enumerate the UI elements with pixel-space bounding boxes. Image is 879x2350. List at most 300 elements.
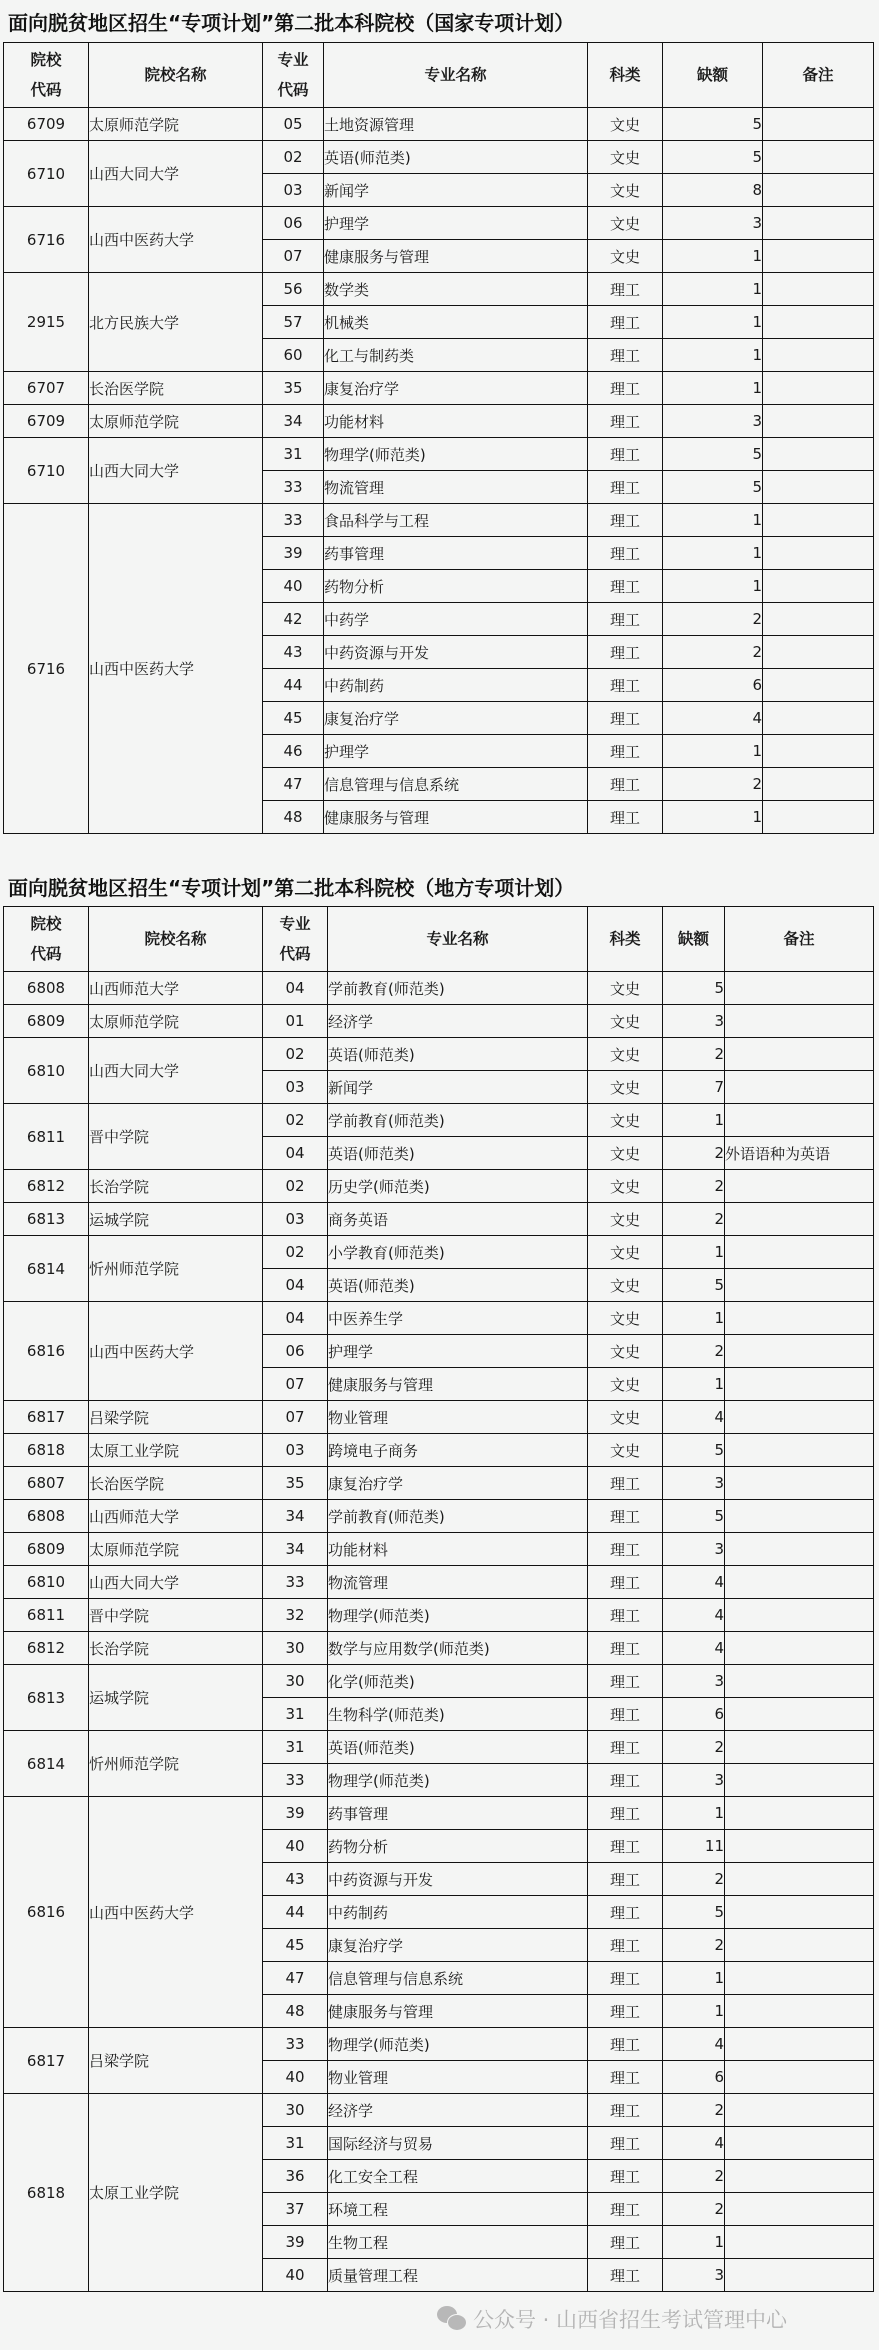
vacancy-cell: 4: [663, 1566, 725, 1599]
major-name-cell: 经济学: [328, 1005, 588, 1038]
major-code-cell: 07: [263, 240, 324, 273]
major-code-cell: 30: [263, 1665, 328, 1698]
table-row: [4, 1236, 874, 1269]
note-cell: [763, 372, 874, 405]
school-code-cell: 6716: [4, 504, 89, 834]
school-code-cell: 6710: [4, 141, 89, 207]
major-code-cell: 04: [263, 1269, 328, 1302]
major-name-cell: 中药学: [324, 603, 588, 636]
vacancy-cell: 6: [663, 1698, 725, 1731]
note-cell: [763, 801, 874, 834]
note-cell: [763, 702, 874, 735]
note-cell: [763, 504, 874, 537]
category-cell: 理工: [588, 504, 663, 537]
school-name-cell: 忻州师范学院: [89, 1731, 263, 1797]
school-code-cell: 6809: [4, 1005, 89, 1038]
major-code-cell: 07: [263, 1401, 328, 1434]
table-row: [4, 141, 874, 174]
category-cell: 理工: [588, 1896, 663, 1929]
category-cell: 理工: [588, 2226, 663, 2259]
major-name-cell: 康复治疗学: [324, 702, 588, 735]
major-code-cell: 39: [263, 2226, 328, 2259]
category-cell: 文史: [588, 1269, 663, 1302]
category-cell: 理工: [588, 1632, 663, 1665]
major-name-cell: 化工安全工程: [328, 2160, 588, 2193]
major-code-cell: 39: [263, 537, 324, 570]
vacancy-cell: 7: [663, 1071, 725, 1104]
vacancy-cell: 2: [663, 2160, 725, 2193]
vacancy-cell: 3: [663, 1533, 725, 1566]
major-name-cell: 化工与制药类: [324, 339, 588, 372]
major-name-cell: 经济学: [328, 2094, 588, 2127]
school-code-cell: 6710: [4, 438, 89, 504]
major-name-cell: 物理学(师范类): [328, 2028, 588, 2061]
table-row: [4, 108, 874, 141]
table-row: [4, 1170, 874, 1203]
watermark-text: 公众号 · 山西省招生考试管理中心: [473, 2308, 788, 2332]
school-name-cell: 山西大同大学: [89, 1038, 263, 1104]
watermark: [437, 2304, 787, 2334]
note-cell: [763, 339, 874, 372]
note-cell: [725, 1731, 874, 1764]
school-name-cell: 忻州师范学院: [89, 1236, 263, 1302]
major-code-cell: 05: [263, 108, 324, 141]
vacancy-cell: 2: [663, 1731, 725, 1764]
school-code-cell: 6816: [4, 1302, 89, 1401]
vacancy-cell: 5: [663, 108, 763, 141]
vacancy-cell: 2: [663, 2193, 725, 2226]
vacancy-cell: 1: [663, 372, 763, 405]
table-row: [4, 972, 874, 1005]
note-cell: [725, 1434, 874, 1467]
note-cell: [763, 537, 874, 570]
header-school-name: 院校名称: [89, 43, 263, 108]
vacancy-cell: 5: [663, 1896, 725, 1929]
vacancy-cell: 2: [663, 1170, 725, 1203]
vacancy-cell: 2: [663, 1929, 725, 1962]
major-name-cell: 信息管理与信息系统: [324, 768, 588, 801]
major-code-cell: 42: [263, 603, 324, 636]
major-code-cell: 04: [263, 972, 328, 1005]
category-cell: 理工: [588, 2094, 663, 2127]
major-name-cell: 中药资源与开发: [328, 1863, 588, 1896]
major-name-cell: 英语(师范类): [324, 141, 588, 174]
category-cell: 理工: [588, 372, 663, 405]
school-code-cell: 6807: [4, 1467, 89, 1500]
note-cell: [725, 1533, 874, 1566]
category-cell: 文史: [588, 1401, 663, 1434]
note-cell: [725, 1269, 874, 1302]
major-code-cell: 44: [263, 669, 324, 702]
vacancy-cell: 2: [663, 1137, 725, 1170]
school-name-cell: 太原师范学院: [89, 108, 263, 141]
vacancy-cell: 1: [663, 570, 763, 603]
category-cell: 理工: [588, 2259, 663, 2292]
header-major-name: 专业名称: [328, 907, 588, 972]
major-code-cell: 34: [263, 1533, 328, 1566]
note-cell: [763, 735, 874, 768]
school-code-cell: 6808: [4, 1500, 89, 1533]
major-code-cell: 33: [263, 504, 324, 537]
vacancy-cell: 1: [663, 801, 763, 834]
vacancy-cell: 4: [663, 1632, 725, 1665]
vacancy-cell: 2: [663, 768, 763, 801]
major-name-cell: 功能材料: [328, 1533, 588, 1566]
table-row: [4, 372, 874, 405]
major-name-cell: 商务英语: [328, 1203, 588, 1236]
vacancy-cell: 3: [663, 2259, 725, 2292]
category-cell: 理工: [588, 273, 663, 306]
major-code-cell: 33: [263, 2028, 328, 2061]
note-cell: [763, 273, 874, 306]
note-cell: [725, 1632, 874, 1665]
major-code-cell: 36: [263, 2160, 328, 2193]
major-code-cell: 40: [263, 2259, 328, 2292]
category-cell: 理工: [588, 405, 663, 438]
vacancy-cell: 4: [663, 1599, 725, 1632]
vacancy-cell: 3: [663, 207, 763, 240]
major-code-cell: 48: [263, 801, 324, 834]
vacancy-cell: 1: [663, 1962, 725, 1995]
major-code-cell: 43: [263, 1863, 328, 1896]
header-vacancy: 缺额: [663, 43, 763, 108]
school-name-cell: 长治学院: [89, 1632, 263, 1665]
note-cell: [763, 636, 874, 669]
major-code-cell: 44: [263, 1896, 328, 1929]
table-row: [4, 2094, 874, 2127]
major-name-cell: 药物分析: [324, 570, 588, 603]
category-cell: 理工: [588, 1830, 663, 1863]
major-code-cell: 45: [263, 1929, 328, 1962]
major-name-cell: 护理学: [328, 1335, 588, 1368]
category-cell: 理工: [588, 1929, 663, 1962]
major-code-cell: 03: [263, 174, 324, 207]
note-cell: [725, 1830, 874, 1863]
major-code-cell: 30: [263, 2094, 328, 2127]
major-name-cell: 健康服务与管理: [324, 801, 588, 834]
note-cell: [763, 306, 874, 339]
major-name-cell: 跨境电子商务: [328, 1434, 588, 1467]
vacancy-cell: 5: [663, 141, 763, 174]
vacancy-cell: 1: [663, 1368, 725, 1401]
major-code-cell: 04: [263, 1302, 328, 1335]
vacancy-cell: 2: [663, 1038, 725, 1071]
vacancy-cell: 1: [663, 504, 763, 537]
major-code-cell: 30: [263, 1632, 328, 1665]
table-row: [4, 1533, 874, 1566]
category-cell: 文史: [588, 1434, 663, 1467]
vacancy-cell: 6: [663, 2061, 725, 2094]
major-name-cell: 康复治疗学: [328, 1467, 588, 1500]
category-cell: 理工: [588, 801, 663, 834]
vacancy-cell: 2: [663, 2094, 725, 2127]
school-code-cell: 6816: [4, 1797, 89, 2028]
vacancy-cell: 1: [663, 1236, 725, 1269]
major-name-cell: 药事管理: [328, 1797, 588, 1830]
school-name-cell: 长治学院: [89, 1170, 263, 1203]
major-code-cell: 47: [263, 1962, 328, 1995]
major-code-cell: 33: [263, 1566, 328, 1599]
major-name-cell: 物理学(师范类): [328, 1764, 588, 1797]
table-row: [4, 1005, 874, 1038]
note-cell: [763, 471, 874, 504]
note-cell: [763, 108, 874, 141]
category-cell: 理工: [588, 669, 663, 702]
note-cell: [725, 1797, 874, 1830]
school-name-cell: 山西中医药大学: [89, 504, 263, 834]
major-code-cell: 02: [263, 1038, 328, 1071]
note-cell: [763, 405, 874, 438]
note-cell: [725, 1698, 874, 1731]
major-name-cell: 英语(师范类): [328, 1137, 588, 1170]
header-major-name: 专业名称: [324, 43, 588, 108]
table-row: [4, 1302, 874, 1335]
note-cell: [725, 1467, 874, 1500]
school-code-cell: 6813: [4, 1203, 89, 1236]
major-code-cell: 48: [263, 1995, 328, 2028]
category-cell: 文史: [588, 1104, 663, 1137]
vacancy-cell: 5: [663, 471, 763, 504]
vacancy-cell: 3: [663, 1467, 725, 1500]
major-name-cell: 英语(师范类): [328, 1269, 588, 1302]
table-row: [4, 1104, 874, 1137]
category-cell: 理工: [588, 306, 663, 339]
vacancy-cell: 1: [663, 735, 763, 768]
major-name-cell: 生物工程: [328, 2226, 588, 2259]
school-name-cell: 山西中医药大学: [89, 1797, 263, 2028]
major-code-cell: 01: [263, 1005, 328, 1038]
table-row: [4, 1599, 874, 1632]
note-cell: [725, 2160, 874, 2193]
major-name-cell: 新闻学: [328, 1071, 588, 1104]
vacancy-cell: 3: [663, 1764, 725, 1797]
school-name-cell: 运城学院: [89, 1665, 263, 1731]
note-cell: [763, 570, 874, 603]
national-plan-table: [3, 42, 874, 834]
vacancy-cell: 2: [663, 1335, 725, 1368]
note-cell: [725, 1764, 874, 1797]
major-code-cell: 32: [263, 1599, 328, 1632]
vacancy-cell: 4: [663, 2127, 725, 2160]
note-cell: [725, 1665, 874, 1698]
school-name-cell: 山西大同大学: [89, 1566, 263, 1599]
major-name-cell: 护理学: [324, 735, 588, 768]
header-school-code: 院校 代码: [4, 907, 89, 972]
note-cell: [725, 2094, 874, 2127]
school-name-cell: 太原师范学院: [89, 1533, 263, 1566]
major-name-cell: 机械类: [324, 306, 588, 339]
category-cell: 理工: [588, 1566, 663, 1599]
major-name-cell: 健康服务与管理: [324, 240, 588, 273]
category-cell: 文史: [588, 1368, 663, 1401]
major-name-cell: 学前教育(师范类): [328, 1500, 588, 1533]
major-name-cell: 中医养生学: [328, 1302, 588, 1335]
category-cell: 理工: [588, 2028, 663, 2061]
major-name-cell: 食品科学与工程: [324, 504, 588, 537]
school-code-cell: 6817: [4, 1401, 89, 1434]
major-name-cell: 历史学(师范类): [328, 1170, 588, 1203]
category-cell: 理工: [588, 735, 663, 768]
vacancy-cell: 3: [663, 1665, 725, 1698]
major-code-cell: 31: [263, 438, 324, 471]
school-name-cell: 晋中学院: [89, 1599, 263, 1632]
major-code-cell: 40: [263, 1830, 328, 1863]
category-cell: 文史: [588, 1038, 663, 1071]
major-code-cell: 47: [263, 768, 324, 801]
category-cell: 文史: [588, 1236, 663, 1269]
table-row: [4, 1401, 874, 1434]
header-note: 备注: [725, 907, 874, 972]
vacancy-cell: 2: [663, 636, 763, 669]
school-name-cell: 太原工业学院: [89, 2094, 263, 2292]
category-cell: 理工: [588, 2193, 663, 2226]
school-code-cell: 6813: [4, 1665, 89, 1731]
local-plan-table: [3, 906, 874, 2292]
vacancy-cell: 1: [663, 273, 763, 306]
category-cell: 理工: [588, 2127, 663, 2160]
table-row: [4, 1434, 874, 1467]
table2-title: 面向脱贫地区招生“专项计划”第二批本科院校（地方专项计划）: [8, 876, 575, 900]
note-cell: [725, 1929, 874, 1962]
note-cell: [725, 1302, 874, 1335]
school-name-cell: 晋中学院: [89, 1104, 263, 1170]
category-cell: 文史: [588, 1071, 663, 1104]
school-name-cell: 长治医学院: [89, 1467, 263, 1500]
note-cell: [725, 1170, 874, 1203]
school-name-cell: 山西师范大学: [89, 1500, 263, 1533]
major-code-cell: 03: [263, 1434, 328, 1467]
major-code-cell: 06: [263, 1335, 328, 1368]
table-header-row: [4, 43, 874, 108]
note-cell: [725, 2226, 874, 2259]
major-code-cell: 02: [263, 1236, 328, 1269]
major-code-cell: 43: [263, 636, 324, 669]
note-cell: 外语语种为英语: [725, 1137, 874, 1170]
major-code-cell: 34: [263, 405, 324, 438]
major-name-cell: 护理学: [324, 207, 588, 240]
vacancy-cell: 2: [663, 1203, 725, 1236]
header-school-name: 院校名称: [89, 907, 263, 972]
school-code-cell: 6709: [4, 405, 89, 438]
category-cell: 理工: [588, 1731, 663, 1764]
vacancy-cell: 3: [663, 405, 763, 438]
school-code-cell: 6811: [4, 1104, 89, 1170]
note-cell: [763, 669, 874, 702]
category-cell: 理工: [588, 1995, 663, 2028]
category-cell: 理工: [588, 603, 663, 636]
school-name-cell: 吕梁学院: [89, 1401, 263, 1434]
note-cell: [725, 972, 874, 1005]
note-cell: [725, 1896, 874, 1929]
school-code-cell: 6817: [4, 2028, 89, 2094]
table-row: [4, 438, 874, 471]
note-cell: [763, 438, 874, 471]
major-name-cell: 康复治疗学: [324, 372, 588, 405]
major-name-cell: 物理学(师范类): [328, 1599, 588, 1632]
school-name-cell: 太原师范学院: [89, 1005, 263, 1038]
note-cell: [725, 1863, 874, 1896]
table-row: [4, 405, 874, 438]
category-cell: 理工: [588, 1665, 663, 1698]
header-category: 科类: [588, 43, 663, 108]
vacancy-cell: 1: [663, 537, 763, 570]
major-name-cell: 物业管理: [328, 2061, 588, 2094]
category-cell: 理工: [588, 2061, 663, 2094]
wechat-icon: [437, 2306, 467, 2332]
category-cell: 理工: [588, 1500, 663, 1533]
major-code-cell: 56: [263, 273, 324, 306]
major-name-cell: 功能材料: [324, 405, 588, 438]
table-row: [4, 273, 874, 306]
school-code-cell: 6707: [4, 372, 89, 405]
header-vacancy: 缺额: [663, 907, 725, 972]
note-cell: [763, 768, 874, 801]
major-name-cell: 小学教育(师范类): [328, 1236, 588, 1269]
note-cell: [763, 174, 874, 207]
major-name-cell: 物流管理: [328, 1566, 588, 1599]
school-name-cell: 山西大同大学: [89, 141, 263, 207]
category-cell: 理工: [588, 1467, 663, 1500]
category-cell: 理工: [588, 1533, 663, 1566]
vacancy-cell: 1: [663, 240, 763, 273]
school-code-cell: 6812: [4, 1170, 89, 1203]
major-name-cell: 英语(师范类): [328, 1731, 588, 1764]
major-name-cell: 中药制药: [324, 669, 588, 702]
note-cell: [725, 2028, 874, 2061]
school-code-cell: 6814: [4, 1236, 89, 1302]
major-name-cell: 国际经济与贸易: [328, 2127, 588, 2160]
category-cell: 理工: [588, 1863, 663, 1896]
major-name-cell: 药物分析: [328, 1830, 588, 1863]
major-name-cell: 生物科学(师范类): [328, 1698, 588, 1731]
school-code-cell: 6812: [4, 1632, 89, 1665]
major-name-cell: 物业管理: [328, 1401, 588, 1434]
major-name-cell: 质量管理工程: [328, 2259, 588, 2292]
school-code-cell: 6709: [4, 108, 89, 141]
major-name-cell: 化学(师范类): [328, 1665, 588, 1698]
category-cell: 文史: [588, 1170, 663, 1203]
note-cell: [725, 2061, 874, 2094]
note-cell: [725, 1401, 874, 1434]
school-code-cell: 2915: [4, 273, 89, 372]
major-name-cell: 中药资源与开发: [324, 636, 588, 669]
major-name-cell: 康复治疗学: [328, 1929, 588, 1962]
school-code-cell: 6814: [4, 1731, 89, 1797]
header-major-code: 专业 代码: [263, 43, 324, 108]
major-code-cell: 33: [263, 471, 324, 504]
table-row: [4, 1566, 874, 1599]
major-name-cell: 数学与应用数学(师范类): [328, 1632, 588, 1665]
category-cell: 理工: [588, 636, 663, 669]
vacancy-cell: 5: [663, 438, 763, 471]
vacancy-cell: 1: [663, 1104, 725, 1137]
note-cell: [725, 1236, 874, 1269]
vacancy-cell: 4: [663, 2028, 725, 2061]
major-code-cell: 04: [263, 1137, 328, 1170]
vacancy-cell: 1: [663, 306, 763, 339]
category-cell: 理工: [588, 1797, 663, 1830]
vacancy-cell: 11: [663, 1830, 725, 1863]
vacancy-cell: 6: [663, 669, 763, 702]
major-name-cell: 信息管理与信息系统: [328, 1962, 588, 1995]
major-code-cell: 06: [263, 207, 324, 240]
vacancy-cell: 4: [663, 1401, 725, 1434]
category-cell: 理工: [588, 1764, 663, 1797]
major-code-cell: 37: [263, 2193, 328, 2226]
school-name-cell: 山西中医药大学: [89, 1302, 263, 1401]
major-name-cell: 物流管理: [324, 471, 588, 504]
table1-title: 面向脱贫地区招生“专项计划”第二批本科院校（国家专项计划）: [8, 11, 575, 35]
